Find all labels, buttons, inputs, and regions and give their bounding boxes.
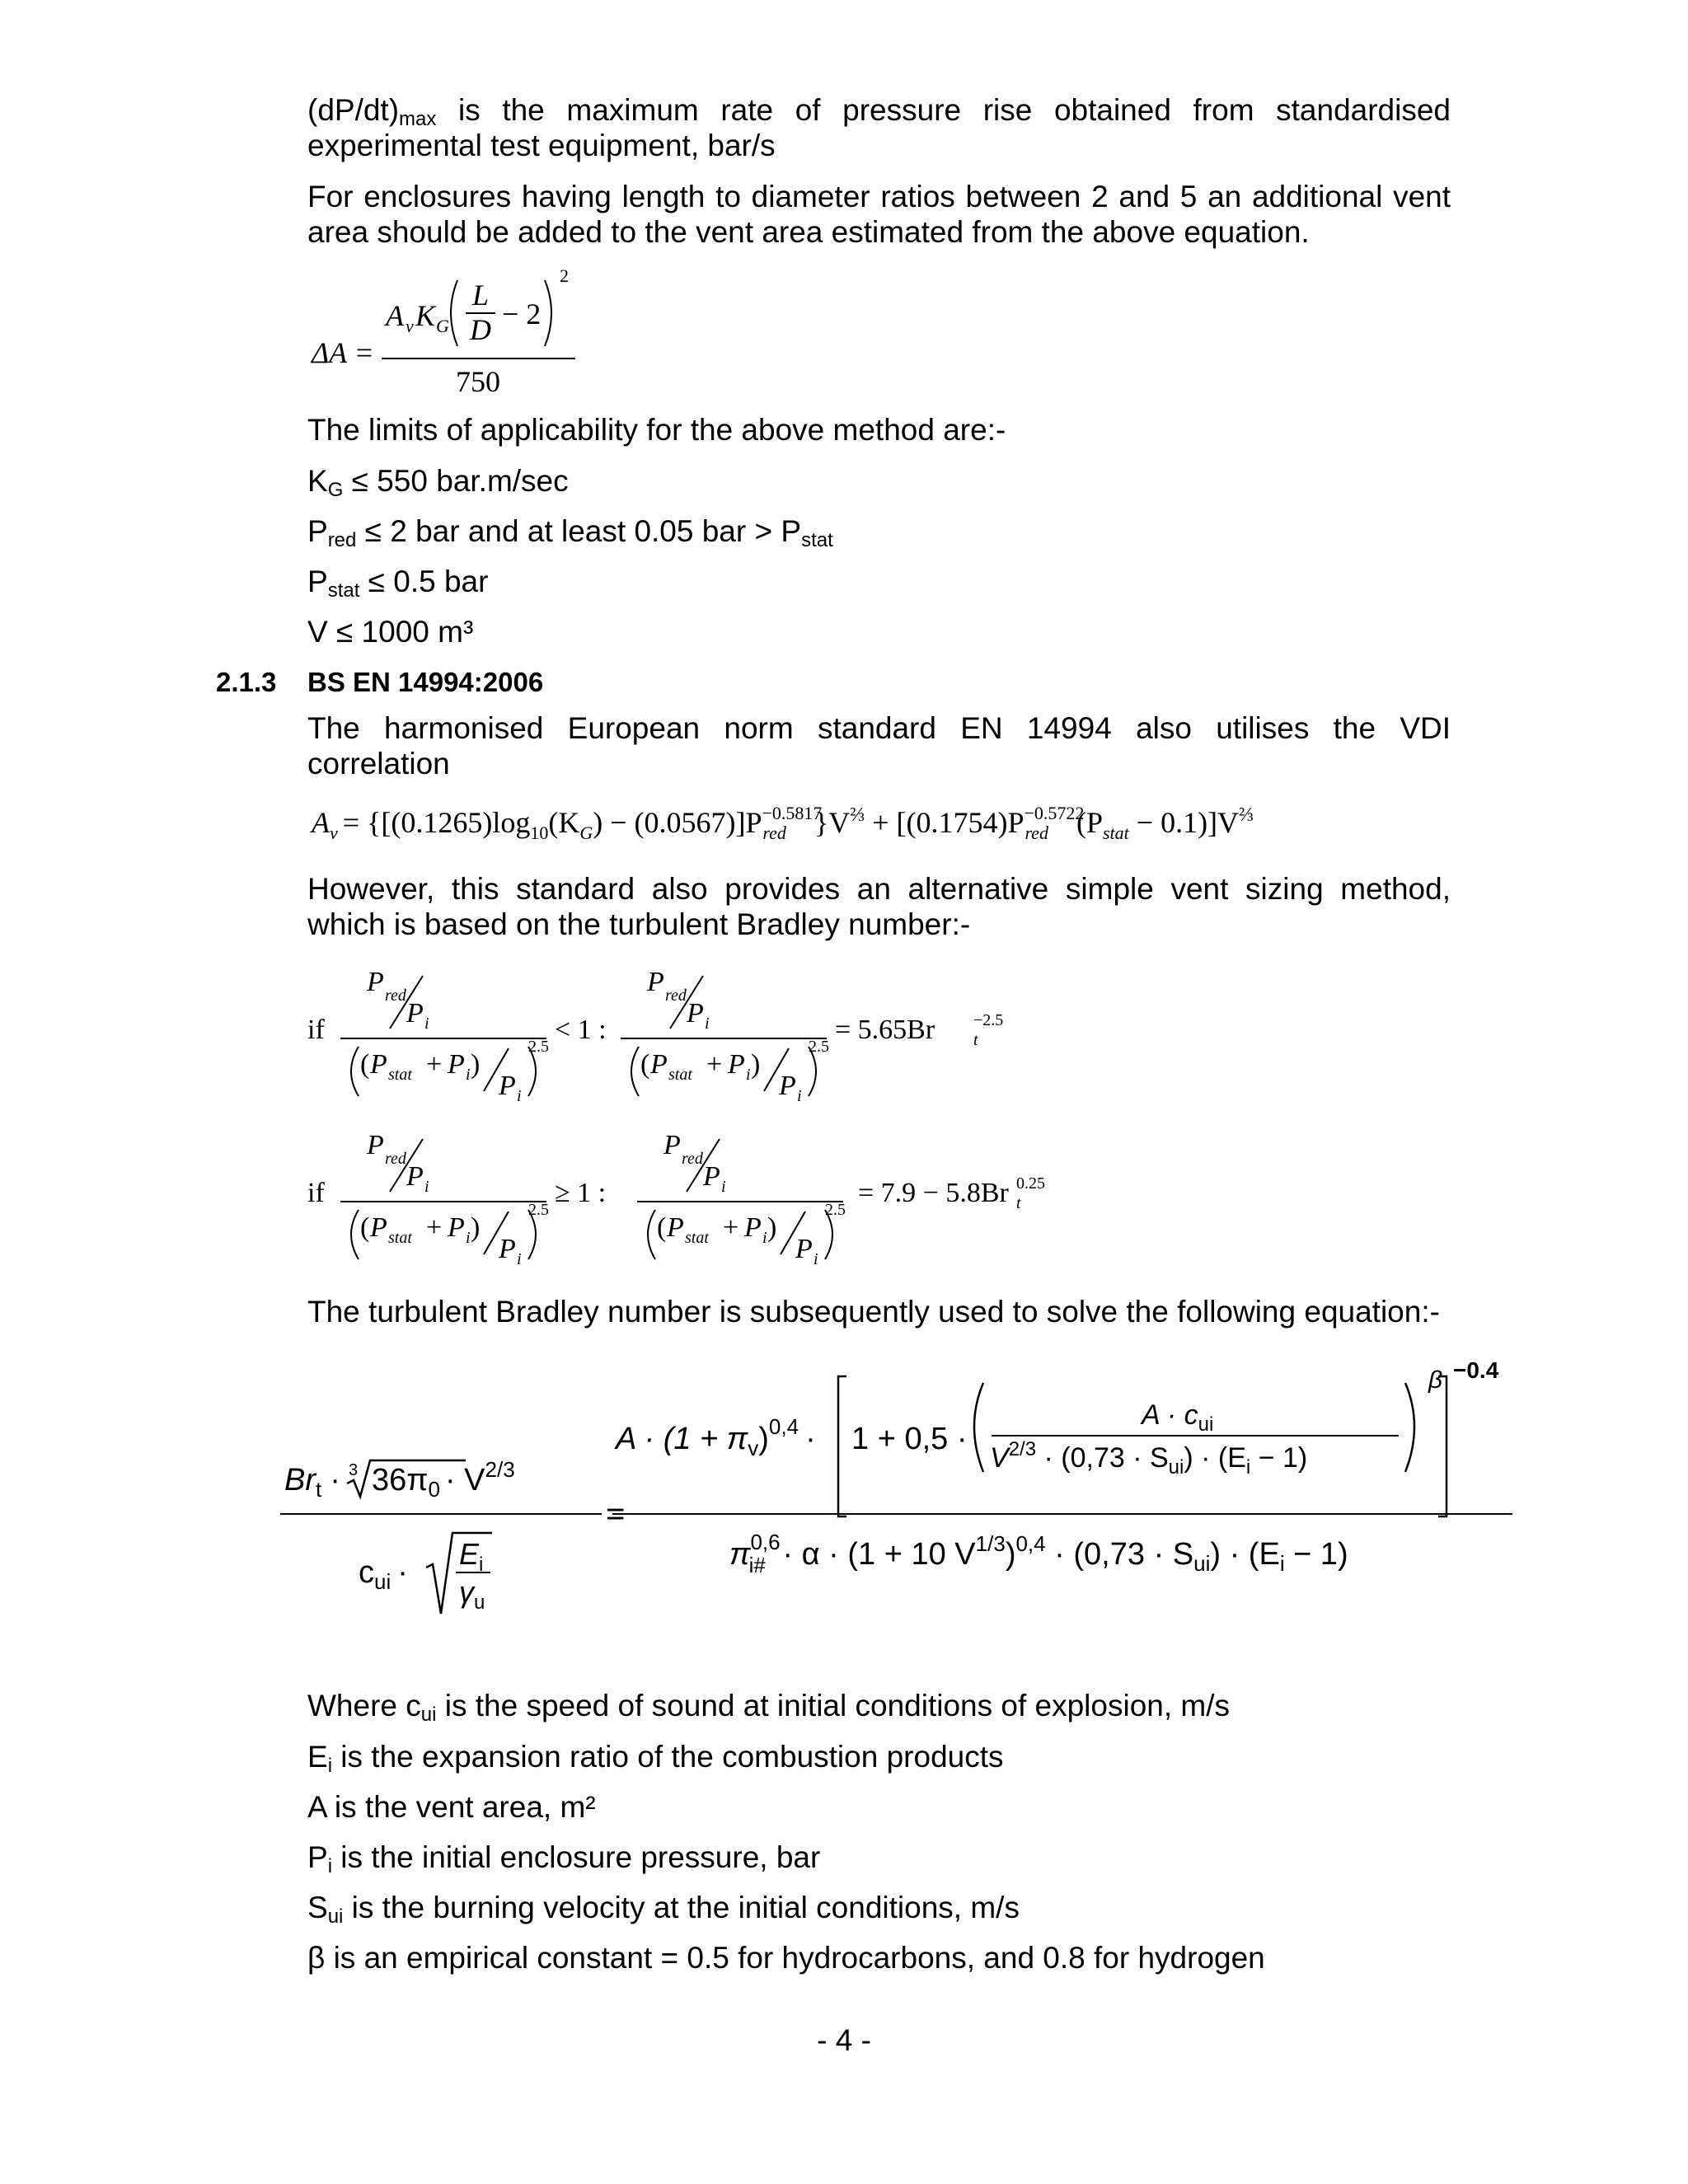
bradley-result2-exp: 0.25 (1016, 1174, 1045, 1193)
vdi-red-sub: red (762, 823, 786, 843)
delta-a-lhs: ΔA = (312, 336, 374, 369)
main-den-close-exp: 0,4 (1015, 1531, 1046, 1556)
definition-ei-lead: E (307, 1740, 328, 1774)
bradley-row2-lhs-num-p-i: P (406, 1161, 424, 1192)
bradley-row2-lhs-den-power: 2.5 (528, 1201, 549, 1219)
delta-a-power: 2 (560, 265, 569, 286)
bradley-row2-lhs-den-i-sub: i (466, 1229, 471, 1247)
bradley-row2-lhs-den-p-i: P (448, 1212, 465, 1243)
limit-kg-sub: G (327, 479, 344, 501)
vdi-part2: (K (548, 806, 580, 839)
vdi-part6: (P (1076, 806, 1103, 839)
harmonised-line1: The harmonised European norm standard EN 14994 also utilises the VDI (307, 711, 1451, 745)
main-inner-numerator (1140, 1399, 1213, 1436)
main-bracket-left (838, 1376, 846, 1516)
vdi-part3: ) − (0.0567)]P (593, 806, 762, 839)
bradley-row2-rhs-num-p-i: P (703, 1161, 720, 1192)
bradley-row1-rhs-num-p-red: P (647, 967, 664, 997)
definition-a-lead: A (307, 1790, 326, 1824)
main-gamma (459, 1575, 485, 1614)
main-br-sub: t (316, 1477, 322, 1502)
bradley-row2-rhs-den-power: 2.5 (825, 1201, 846, 1219)
limit-kg-text: ≤ 550 bar.m/sec (343, 464, 569, 498)
main-inner-s-sub: ui (1168, 1456, 1184, 1479)
main-e-sub: i (479, 1554, 484, 1576)
bradley-row1-lhs-num-p-i: P (406, 998, 424, 1029)
however-line2: which is based on the turbulent Bradley number:- (307, 907, 971, 941)
main-inner-e-sub: i (1245, 1456, 1251, 1479)
bradley-row1-lhs-den-p-stat: P (370, 1049, 387, 1080)
main-root-body-text: 36π (372, 1463, 429, 1497)
enclosure-line2: area should be added to the vent area estimated from the above equation. (307, 215, 1310, 249)
bradley-row1-lhs-den-close: ) (471, 1049, 481, 1080)
bradley-row1-lhs-den-i2-sub: i (517, 1087, 522, 1105)
limit-pstat-text: ≤ 0.5 bar (359, 565, 489, 598)
limit-kg (307, 463, 569, 499)
main-inner-rest2: ) · (E (1184, 1442, 1246, 1474)
bradley-result1-sub: t (973, 1031, 978, 1049)
vdi-av: A (312, 806, 330, 839)
main-equals: = (606, 1496, 626, 1532)
bradley-row2-lhs-den-plus: + (426, 1212, 443, 1243)
main-num-a: A · (1 + π (616, 1422, 748, 1456)
bradley-row2-lhs-den-p-i2: P (499, 1234, 516, 1264)
section-title: BS EN 14994:2006 (307, 667, 544, 697)
main-num-pi-sub: v (748, 1436, 759, 1460)
limit-volume (307, 614, 473, 649)
definition-ei-text: is the expansion ratio of the combustion products (332, 1740, 1004, 1774)
main-den-close: ) (1005, 1537, 1016, 1572)
bradley-cond2: ≥ 1 : (555, 1178, 607, 1208)
main-beta: β (1428, 1366, 1443, 1394)
main-inner-v-exp: 2/3 (1008, 1438, 1037, 1460)
main-inner-v: V (990, 1442, 1009, 1474)
definition-pi (307, 1840, 820, 1875)
vdi-stat-sub: stat (1102, 823, 1129, 843)
main-den-s-sub: ui (1193, 1551, 1211, 1576)
main-e: E (459, 1537, 480, 1571)
main-dot2: · (397, 1555, 408, 1590)
definition-pi-lead: P (307, 1840, 328, 1874)
section-number: 2.1.3 (216, 667, 277, 697)
delta-a-d: D (470, 313, 491, 346)
definition-sui-text: is the burning velocity at the initial conditions, m/s (343, 1891, 1020, 1924)
main-paren-right (1405, 1383, 1414, 1472)
vdi-kg-sub: G (579, 823, 593, 843)
definition-sui-sub: ui (327, 1905, 344, 1928)
bradley-row1-rhs-den-paren-left (631, 1047, 639, 1096)
bradley-result1: = 5.65Br (835, 1015, 935, 1045)
main-one-plus: 1 + 0,5 · (851, 1422, 968, 1456)
definition-ei (307, 1739, 1004, 1777)
main-inner-rest3: − 1) (1250, 1442, 1308, 1474)
bradley-row1-lhs-den-p-i: P (448, 1049, 465, 1080)
main-den-v-exp: 1/3 (975, 1531, 1006, 1556)
bradley-row1-rhs-den-open: ( (640, 1049, 650, 1080)
bradley-row2-lhs-den-stat-sub: stat (388, 1229, 412, 1247)
delta-a-av-sub: v (406, 316, 414, 336)
bradley-row1-rhs-num-red-sub: red (665, 987, 687, 1005)
main-den-tail: · (0,73 · S (1045, 1537, 1194, 1572)
main-num-close: ) (758, 1422, 769, 1456)
delta-a-denominator: 750 (456, 365, 500, 398)
vdi-equation-text (310, 803, 1254, 843)
main-outer-exp: −0.4 (1453, 1357, 1499, 1383)
dpdt-text-line2: experimental test equipment, bar/s (307, 129, 776, 162)
bradley-row1-rhs-den-stat-sub: stat (668, 1066, 692, 1084)
bradley-row1-rhs-den-p-stat: P (650, 1049, 668, 1080)
bradley-row2-rhs-num-i-sub: i (721, 1178, 726, 1196)
definition-pi-sub: i (327, 1855, 333, 1877)
main-lhs-denominator (359, 1555, 408, 1594)
bradley-row2-rhs-den-plus: + (723, 1212, 739, 1243)
main-bracket-right (1438, 1376, 1447, 1516)
definition-cui-sub: ui (420, 1704, 437, 1726)
definition-ei-sub: i (327, 1755, 333, 1777)
main-den-e-sub: i (1279, 1551, 1285, 1576)
limit-volume-text: ≤ 1000 m³ (327, 615, 474, 649)
bradley-row1-lhs-den-stat-sub: stat (388, 1066, 412, 1084)
definition-beta-lead: β (307, 1941, 326, 1975)
main-v23: · V (444, 1463, 485, 1497)
dpdt-symbol: (dP/dt) (307, 93, 400, 127)
dpdt-subscript: max (399, 108, 437, 130)
definition-cui (307, 1688, 1231, 1726)
bradley-row1-rhs-num-p-i: P (687, 998, 704, 1029)
enclosure-line1: For enclosures having length to diameter ratios between 2 and 5 an additional vent (307, 180, 1451, 213)
bradley-row2-lhs-num-red-sub: red (385, 1150, 406, 1168)
bradley-row1-rhs-den-p-i: P (728, 1049, 745, 1080)
bradley-row2-lhs-den-i2-sub: i (517, 1250, 522, 1268)
main-paren-left (974, 1383, 983, 1472)
main-den-pi-sup: 0,6 (750, 1530, 781, 1554)
definition-cui-lead: Where c (307, 1689, 421, 1722)
harmonised-paragraph (307, 710, 1451, 781)
limit-kg-symbol: K (307, 464, 328, 498)
dpdt-definition (307, 92, 1451, 163)
equation-bradley-conditions (307, 956, 1099, 1286)
bradley-row2-lhs-den-paren-left (351, 1210, 359, 1259)
bradley-row1-lhs-den-i-sub: i (466, 1066, 471, 1084)
equation-main (276, 1352, 1529, 1632)
limit-pstat-symbol: P (307, 565, 328, 598)
main-inner-num-sub: ui (1198, 1413, 1214, 1436)
bradley-row2-rhs-den-p-i: P (744, 1212, 762, 1243)
limit-pred-text: ≤ 2 bar and at least 0.05 bar > P (356, 514, 802, 548)
definition-sui (307, 1890, 1020, 1928)
vdi-part5: + [(0.1754)P (865, 806, 1025, 839)
delta-a-minus-two: − 2 (502, 298, 542, 330)
equation-delta-a (307, 264, 588, 404)
bradley-row1-lhs-num-red-sub: red (385, 987, 406, 1005)
however-paragraph (307, 871, 1451, 942)
main-c-sub: ui (374, 1569, 392, 1594)
main-den-pi: π (729, 1537, 751, 1572)
vdi-vexp2: ⅔ (1239, 804, 1254, 826)
limit-pred-tail-sub: stat (801, 529, 833, 551)
delta-a-l: L (472, 279, 490, 312)
bradley-row1-lhs-den-plus: + (426, 1049, 443, 1080)
bradley-row1-lhs-den-paren-left (351, 1047, 359, 1096)
bradley-row1-rhs-den-plus: + (706, 1049, 723, 1080)
definition-a-text: is the vent area, m² (326, 1790, 596, 1824)
bradley-row1-lhs-den-open: ( (360, 1049, 370, 1080)
bradley-row2-lhs-den-close: ) (471, 1212, 481, 1243)
bradley-if2: if (307, 1178, 325, 1208)
main-lhs-numerator (284, 1463, 340, 1502)
bradley-row2-lhs-den-open: ( (360, 1212, 370, 1243)
bradley-row1-rhs-num-i-sub: i (705, 1015, 710, 1033)
definition-sui-lead: S (307, 1891, 328, 1924)
definition-beta (307, 1940, 1265, 1975)
bradley-row1-lhs-num-p-red: P (367, 967, 384, 997)
main-inner-denominator (990, 1438, 1307, 1479)
main-root-index: 3 (349, 1461, 359, 1479)
bradley-row2-rhs-den-p-stat: P (667, 1212, 684, 1243)
main-v23-exp: 2/3 (485, 1457, 515, 1482)
bradley-result1-exp: −2.5 (973, 1011, 1004, 1029)
however-line1: However, this standard also provides an alternative simple vent sizing method, (307, 872, 1451, 906)
bradley-row2-rhs-den-p-i2: P (795, 1234, 813, 1264)
vdi-av-sub: v (330, 823, 338, 843)
harmonised-line2: correlation (307, 747, 450, 780)
limit-pred (307, 513, 833, 549)
main-gamma-sub: u (474, 1591, 485, 1614)
definition-beta-text: is an empirical constant = 0.5 for hydrocarbons, and 0.8 for hydrogen (325, 1941, 1265, 1975)
main-root-sub: 0 (428, 1477, 440, 1502)
vdi-part1: = {[(0.1265)log (342, 806, 531, 839)
main-gamma-symbol: γ (459, 1575, 474, 1609)
bradley-row2-lhs-num-p-red: P (367, 1130, 384, 1160)
limits-intro: The limits of applicability for the above method are:- (307, 413, 1006, 447)
main-br: Br (284, 1463, 316, 1497)
delta-a-av: A (386, 299, 404, 332)
main-root-body (372, 1457, 515, 1502)
equation-vdi (312, 791, 1383, 849)
main-den-tail3: − 1) (1284, 1537, 1348, 1572)
bradley-row1-rhs-den-close: ) (751, 1049, 761, 1080)
turbulent-bradley-line: The turbulent Bradley number is subsequently used to solve the following equation:- (307, 1295, 1440, 1329)
limit-volume-symbol: V (307, 615, 328, 649)
bradley-row1-rhs-den-power: 2.5 (809, 1038, 829, 1056)
delta-a-paren-left (451, 280, 457, 346)
bradley-row2-lhs-den-p-stat: P (370, 1212, 387, 1243)
main-ei (459, 1537, 483, 1576)
page-number: - 4 - (817, 2023, 871, 2057)
bradley-cond1: < 1 : (555, 1015, 607, 1045)
bradley-row1-rhs-den-i2-sub: i (797, 1087, 802, 1105)
main-num-exp: 0,4 (768, 1414, 799, 1439)
bradley-row2-rhs-den-i2-sub: i (814, 1250, 818, 1268)
vdi-log-sub: 10 (530, 823, 549, 843)
main-rhs-numerator-a (614, 1414, 816, 1460)
bradley-row2-rhs-den-open: ( (657, 1212, 667, 1243)
bradley-row2-rhs-den-stat-sub: stat (685, 1229, 709, 1247)
vdi-vexp1: ⅔ (850, 804, 865, 826)
bradley-row1-rhs-den-i-sub: i (746, 1066, 751, 1084)
main-inner-rest: · (0,73 · S (1036, 1442, 1169, 1474)
enclosure-paragraph (307, 179, 1451, 250)
vdi-part4: }V (814, 806, 851, 839)
bradley-row1-lhs-num-i-sub: i (424, 1015, 429, 1033)
limit-pstat (307, 564, 489, 602)
bradley-row2-rhs-den-paren-left (648, 1210, 655, 1259)
bradley-row2-lhs-num-i-sub: i (424, 1178, 429, 1196)
main-dot1: · (330, 1463, 340, 1497)
bradley-row1-lhs-den-p-i2: P (499, 1071, 516, 1101)
main-den-rest: · α · (1 + 10 V (773, 1537, 976, 1572)
limit-pstat-sub: stat (327, 579, 360, 602)
delta-a-kg: K (415, 299, 436, 332)
main-equation-svg (276, 1352, 1529, 1632)
definition-pi-text: is the initial enclosure pressure, bar (332, 1840, 821, 1874)
bradley-result2: = 7.9 − 5.8Br (858, 1178, 1009, 1208)
limit-pred-symbol: P (307, 514, 328, 548)
bradley-result2-sub: t (1016, 1194, 1021, 1212)
bradley-row1-lhs-den-power: 2.5 (528, 1038, 549, 1056)
definition-cui-text: is the speed of sound at initial conditions of explosion, m/s (436, 1689, 1231, 1722)
bradley-row1-rhs-den-p-i2: P (779, 1071, 796, 1101)
definition-a (307, 1789, 596, 1825)
main-inner-num: A · c (1142, 1399, 1198, 1431)
bradley-row2-rhs-den-close: ) (767, 1212, 777, 1243)
main-c: c (359, 1555, 374, 1590)
dpdt-text: is the maximum rate of pressure rise obtained from standardised (436, 93, 1451, 127)
limit-pred-sub: red (327, 529, 357, 551)
main-den-pi-sub: i# (748, 1553, 766, 1577)
delta-a-paren-right (545, 280, 551, 346)
bradley-row2-rhs-num-p-red: P (663, 1130, 681, 1160)
main-rhs-denominator (729, 1530, 1348, 1577)
main-num-dot: · (805, 1422, 816, 1456)
bradley-row2-rhs-den-i-sub: i (762, 1229, 767, 1247)
bradley-if1: if (307, 1015, 325, 1045)
vdi-exp1: −0.5817 (762, 803, 823, 823)
bradley-conditions-svg (307, 956, 1099, 1286)
vdi-red-sub2: red (1025, 823, 1048, 843)
vdi-exp2: −0.5722 (1024, 803, 1085, 823)
bradley-row2-rhs-num-red-sub: red (682, 1150, 703, 1168)
delta-a-kg-sub: G (436, 316, 449, 336)
main-den-tail2: ) · (E (1210, 1537, 1280, 1572)
vdi-part7: − 0.1)]V (1128, 806, 1240, 839)
